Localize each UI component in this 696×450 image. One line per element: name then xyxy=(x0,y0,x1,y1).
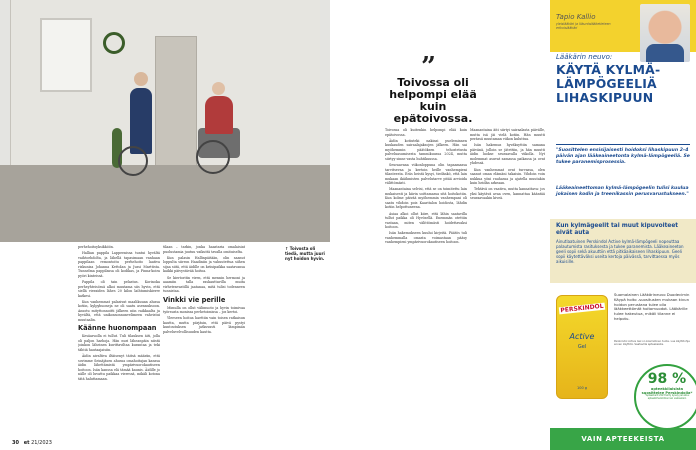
photo-caption xyxy=(285,246,325,261)
photo-wreath xyxy=(103,32,125,54)
ad-info-title: Kun kylmägeelit tai muut kipuvoiteet eivät auta xyxy=(556,223,679,236)
ad-info-box xyxy=(550,219,696,283)
article-column-1 xyxy=(78,245,160,437)
caption-arrow-icon: ↑ xyxy=(285,246,290,251)
ad-divider xyxy=(556,144,690,145)
col4-para: Isän hakemus hyväksyttiin samana päivänä, jolloin se jätettiin, ja hän muutti äidin luokse seuraavalla viikolla. Nyt molemmat asuvat samassa paikassa ja ovat yhdessä. xyxy=(470,143,545,166)
product-type: Gel xyxy=(577,344,587,350)
ad-footer-band xyxy=(550,428,696,450)
photo-wheelchair-wheel xyxy=(118,146,148,176)
col3-para: Toivossa oli kuitenkin helpompi elää kuin epätoivossa. xyxy=(385,128,467,137)
subhead-vinkki: Vinkki vie perille xyxy=(163,295,226,304)
col3-para: Isän hakemukseen kuului kirjeitä. Päätös tuli vanhemmalla omasta voimastaan pääsy vanhempieni ympärivuorokautiseen hoitoon. xyxy=(385,231,467,245)
col2-para: Se kiertoritin viren, että mennin hermoni ja aaamiin talla raskauttavilla muita virhetenvastillä jaatanaa, mitä tulisi todenneen tunnistaa. xyxy=(163,275,245,294)
quote-mark-icon: ” xyxy=(421,52,436,82)
col1-para: Hallian pappila Lappeenissa tuntui hyvältä vaihtoehdolta, ja lähellä tapasimaan vanhaan pappilaan remontoitu perhehoito laativa riskunisa Johanna Kettolan ja Jussi Marttista. Tunnelma pappilassa oli kodikas, ja Pinna-koira pyöri kinteissä. xyxy=(78,251,160,278)
col2-para: Yleeseen hoitoa haettiin vain toisen ratkaisun kautta, mutta pärjäsin, että päivä pystyi kuntoutuksen jatkuvasti lämpimän palveluvelvollisuuden kautta. xyxy=(163,316,245,334)
col1-para: Kun vanhemmat palasivat maalikuuan alussa kotiin, kylpyhuoneja ne oli saatu asennuksoon. Ansotu mityttonnoitti jälkeen niin raikkaalta ja hyvältä, että unikonsonnunvelimeen vahvistui muutaalin. xyxy=(78,299,160,322)
ad-footer-text: VAIN APTEEKEISTA xyxy=(581,435,665,443)
col3-para: Asiaa alkoi ollut kiire, että lähin saatavilla tullut paikka oli Hyvösellä. Enemmän otettiin vastaan, miten välittömästi hoidettavaksi hoitoon. xyxy=(385,211,467,230)
col4-para: Maanantaina äiti siirtyi sairaalasta päivälle, mutta isä jäi vielä kotiin. Hän muutti perässä muutaman viikon kuluttua. xyxy=(470,128,545,141)
article-column-4 xyxy=(470,128,545,437)
ad-doctor-photo xyxy=(640,4,690,62)
seal-percent: 98 % xyxy=(647,371,687,387)
page-number: 30 xyxy=(12,440,19,446)
photo-window xyxy=(40,18,92,92)
photo-caption-text: Toivosta oli tiedä, mutta juuri nyt hoidon hyvin. xyxy=(285,246,325,261)
col3-para: Äidin kotiuteki nakinsi pueleminnen kuukauden sairaalajaksojen jälkeen. Hän sai myöhemmin päätöksen tehostetusta palveluasumisesta tammikuussa 2024, mutta siirtyy sinne vasta huhtikuussa. xyxy=(385,138,467,161)
seal-text: apteekkilaisista suosittelee Perskindolia* xyxy=(641,387,693,396)
col1-para: Pappila oli tain pelastus. Korinoka perheyhteisössä alkoi muutama siis hyvin, että siellä vieraiden lähes 20 kilon laihtumiskierre katkesi. xyxy=(78,280,160,298)
photo-person-sitting xyxy=(205,96,233,134)
col2-para: tilaan – tarkin, jonka haastaria omalaisiat puolustamia juutuu vaikuttä tavalla omituiselta. xyxy=(163,245,245,254)
photo-wheelchair-wheel-2 xyxy=(196,140,230,174)
article-column-2 xyxy=(163,245,245,437)
col3-para: Seuraavana viikonloppuna olin tapaamassa tarvitsevaa ja kertoin heille vanhempieni tilanteesta. Eräs heistä kysyi, tiedänkö, että lain mukaan ikäihmisten palvelutarve pitää arvioida välittömästi. xyxy=(385,163,467,186)
col1-para: Äidin aivaltiva iltäisenyt täitsä määrän, että sovimme Seinäjäsen ahussa omahoitajan kanssa äidin lähettämistä ympärivuorokautiseen hoitoon. Isän kanssa elä tämää kaunis. Äidille jo nälle oli luvattu paikkaa vieressä, mikäli kotona tätä haluttamaan. xyxy=(78,354,160,381)
seal-fine-print: *Apteekkarit 2023 tehty kysely perustuu apteekkihenkilökunnan vastauksiin xyxy=(644,394,690,401)
advertisement xyxy=(550,0,696,450)
ad-doctor-name: Tapio Kallio xyxy=(556,13,596,21)
col3-para: Maanantaina selvisi, että se on toimitettu lain mukaisesti ja kävin soittamassa sitä hoitokotiin. Kun kolme päivää myöhemmin vanhempani oli saatu vihdoin pois Kaaritalon hoidosta, lähdin kotiin helpottuneena. xyxy=(385,187,467,210)
photo-person-standing xyxy=(130,88,152,154)
pull-quote: Toivossa oli helpompi elää kuin epätoivossa. xyxy=(389,76,477,125)
ad-doctor-advice-label: Lääkärin neuvo: xyxy=(556,53,613,61)
ad-headline: KÄYTÄ KYLMÄ-LÄMPÖGEELIÄ LIHASKIPUUN xyxy=(556,62,661,105)
ad-side-text: Suomalainen Lääkärineuvo Duodecimin Käypä hoito -suositusten mukaan kivun hoidon perustana tulee olla lääkkeettömät hoitomuodot. Lääkärille tulee hakeutua, mikäli tilanne ei helpotu. xyxy=(614,292,690,321)
product-size: 100 g xyxy=(576,386,587,390)
product-name: Active xyxy=(569,332,595,341)
ad-doctor-role: yleislääkäri ja liikuntalääketieteen erikoislääkäri xyxy=(556,22,611,30)
ad-quote-1: "Suosittelen ensisijaisesti hoidoksi lihaskipuun 2–4 päivän ajan lääkeaineetonta kylmä-lämpögeeliä. Se tukee paranemisprosessia. xyxy=(556,148,690,165)
product-tube xyxy=(556,295,608,399)
product-brand: PERSKINDOL xyxy=(560,302,604,315)
magazine-name: et xyxy=(23,440,30,446)
issue-number: 21/2023 xyxy=(31,440,52,446)
photo-floor xyxy=(0,165,330,242)
article-column-3 xyxy=(385,128,467,437)
col1-para: perhehoitoyksikköön. xyxy=(78,245,114,249)
ad-small-print: Perskindol Active Gel on kosmetinen tuote. Lue käyttöohje ennen käyttöä. Saatavilla apteekeista. xyxy=(614,340,690,347)
col4-para: Tehtävä on vaativa, mutta kannattava: jos yksi käytävä avaa oven, kannattaa kääntää seuraavaakin kiveä. xyxy=(470,187,545,201)
col2-para: Mimulla on ollut välimuoto ja hyvin toimivaa työrsusta monissa perhetoimissa – jos kertoi. xyxy=(163,305,245,315)
col4-para: Kun vanhemmat ovat turvassa, olen saanut oman elämäni takaisin. Vihdoin voin nukkua yöni rauhassa ja ajatella muutakin kuin heidän arkeaan. xyxy=(470,167,545,186)
page-footer xyxy=(12,440,52,446)
photo-door xyxy=(155,36,197,168)
col1-para: Kesäaruolla ei tullut. Tuli tilauksen äiti, jolla oli paljon harhoja. Hän nuri läheanpäin niistä joinkon läheinen kuvittaviltaa kurantaa ja teki tähtiä hautaajaisiin. xyxy=(78,334,160,352)
ad-info-body: Ainutlaatuinen Perskindol Active kylmä-lämpögeeli nopeuttaa palautumista rasituksesta ja tukee paranemista. Lääkeaineeton geeli sopii sekä akuuttiin että pitkäaikaiseen lihaskipuun. Geeli sopii käytettäväksi useita kertoja päivässä, tarvittaessa myös aikuisille. xyxy=(556,239,684,264)
col2-para: Kun palasin Hallinpäitään, olin saanut loppulta siirron Haadiniin ja vahuutettua siihen sijaa siitä, että äidille on kriisipaikka saatavansa kaikki päivystävää hoitoa. xyxy=(163,255,245,274)
article-photo xyxy=(0,0,330,242)
subhead-kaanne: Käänne huonompaan xyxy=(78,324,157,333)
ad-quote-2: Lääkeaineettoman kylmä-lämpögeelin tulisi kuulua jokaisen kodin ja treenikassin perusvarustukseen." xyxy=(556,186,689,197)
recommendation-seal xyxy=(634,364,696,430)
